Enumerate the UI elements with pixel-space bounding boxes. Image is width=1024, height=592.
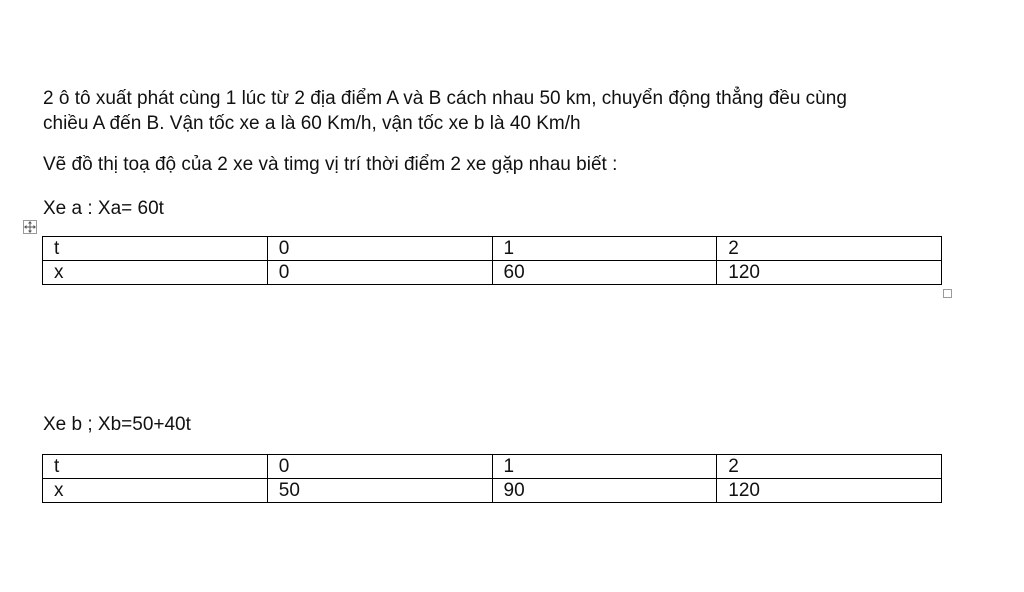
car-a-table: [42, 236, 942, 285]
table-cell[interactable]: 50: [267, 479, 492, 503]
problem-statement: [43, 86, 847, 136]
table-cell[interactable]: t: [43, 455, 268, 479]
table-cell[interactable]: t: [43, 237, 268, 261]
table-row: [43, 479, 942, 503]
table-cell[interactable]: 120: [717, 479, 942, 503]
table-cell[interactable]: 1: [492, 455, 717, 479]
table-row: [43, 261, 942, 285]
table-cell[interactable]: x: [43, 261, 268, 285]
table-cell[interactable]: 120: [717, 261, 942, 285]
table-cell[interactable]: x: [43, 479, 268, 503]
four-arrow-move-icon: [24, 221, 36, 233]
table-cell[interactable]: 1: [492, 237, 717, 261]
table-cell[interactable]: 60: [492, 261, 717, 285]
table-cell[interactable]: 2: [717, 455, 942, 479]
task-statement: Vẽ đồ thị toạ độ của 2 xe và timg vị trí thời điểm 2 xe gặp nhau biết :: [43, 154, 618, 175]
table-row: [43, 455, 942, 479]
car-b-equation: Xe b ; Xb=50+40t: [43, 414, 191, 435]
car-a-equation: Xe a : Xa= 60t: [43, 198, 164, 219]
problem-line-1: 2 ô tô xuất phát cùng 1 lúc từ 2 địa điểm A và B cách nhau 50 km, chuyển động thẳng đều cùng: [43, 88, 847, 109]
table-resize-handle-icon[interactable]: [943, 289, 952, 298]
table-cell[interactable]: 2: [717, 237, 942, 261]
car-b-table: [42, 454, 942, 503]
table-cell[interactable]: 0: [267, 455, 492, 479]
problem-line-2: chiều A đến B. Vận tốc xe a là 60 Km/h, vận tốc xe b là 40 Km/h: [43, 113, 581, 134]
table-cell[interactable]: 0: [267, 237, 492, 261]
table-row: [43, 237, 942, 261]
table-cell[interactable]: 0: [267, 261, 492, 285]
table-cell[interactable]: 90: [492, 479, 717, 503]
table-move-handle-icon[interactable]: [23, 220, 37, 234]
